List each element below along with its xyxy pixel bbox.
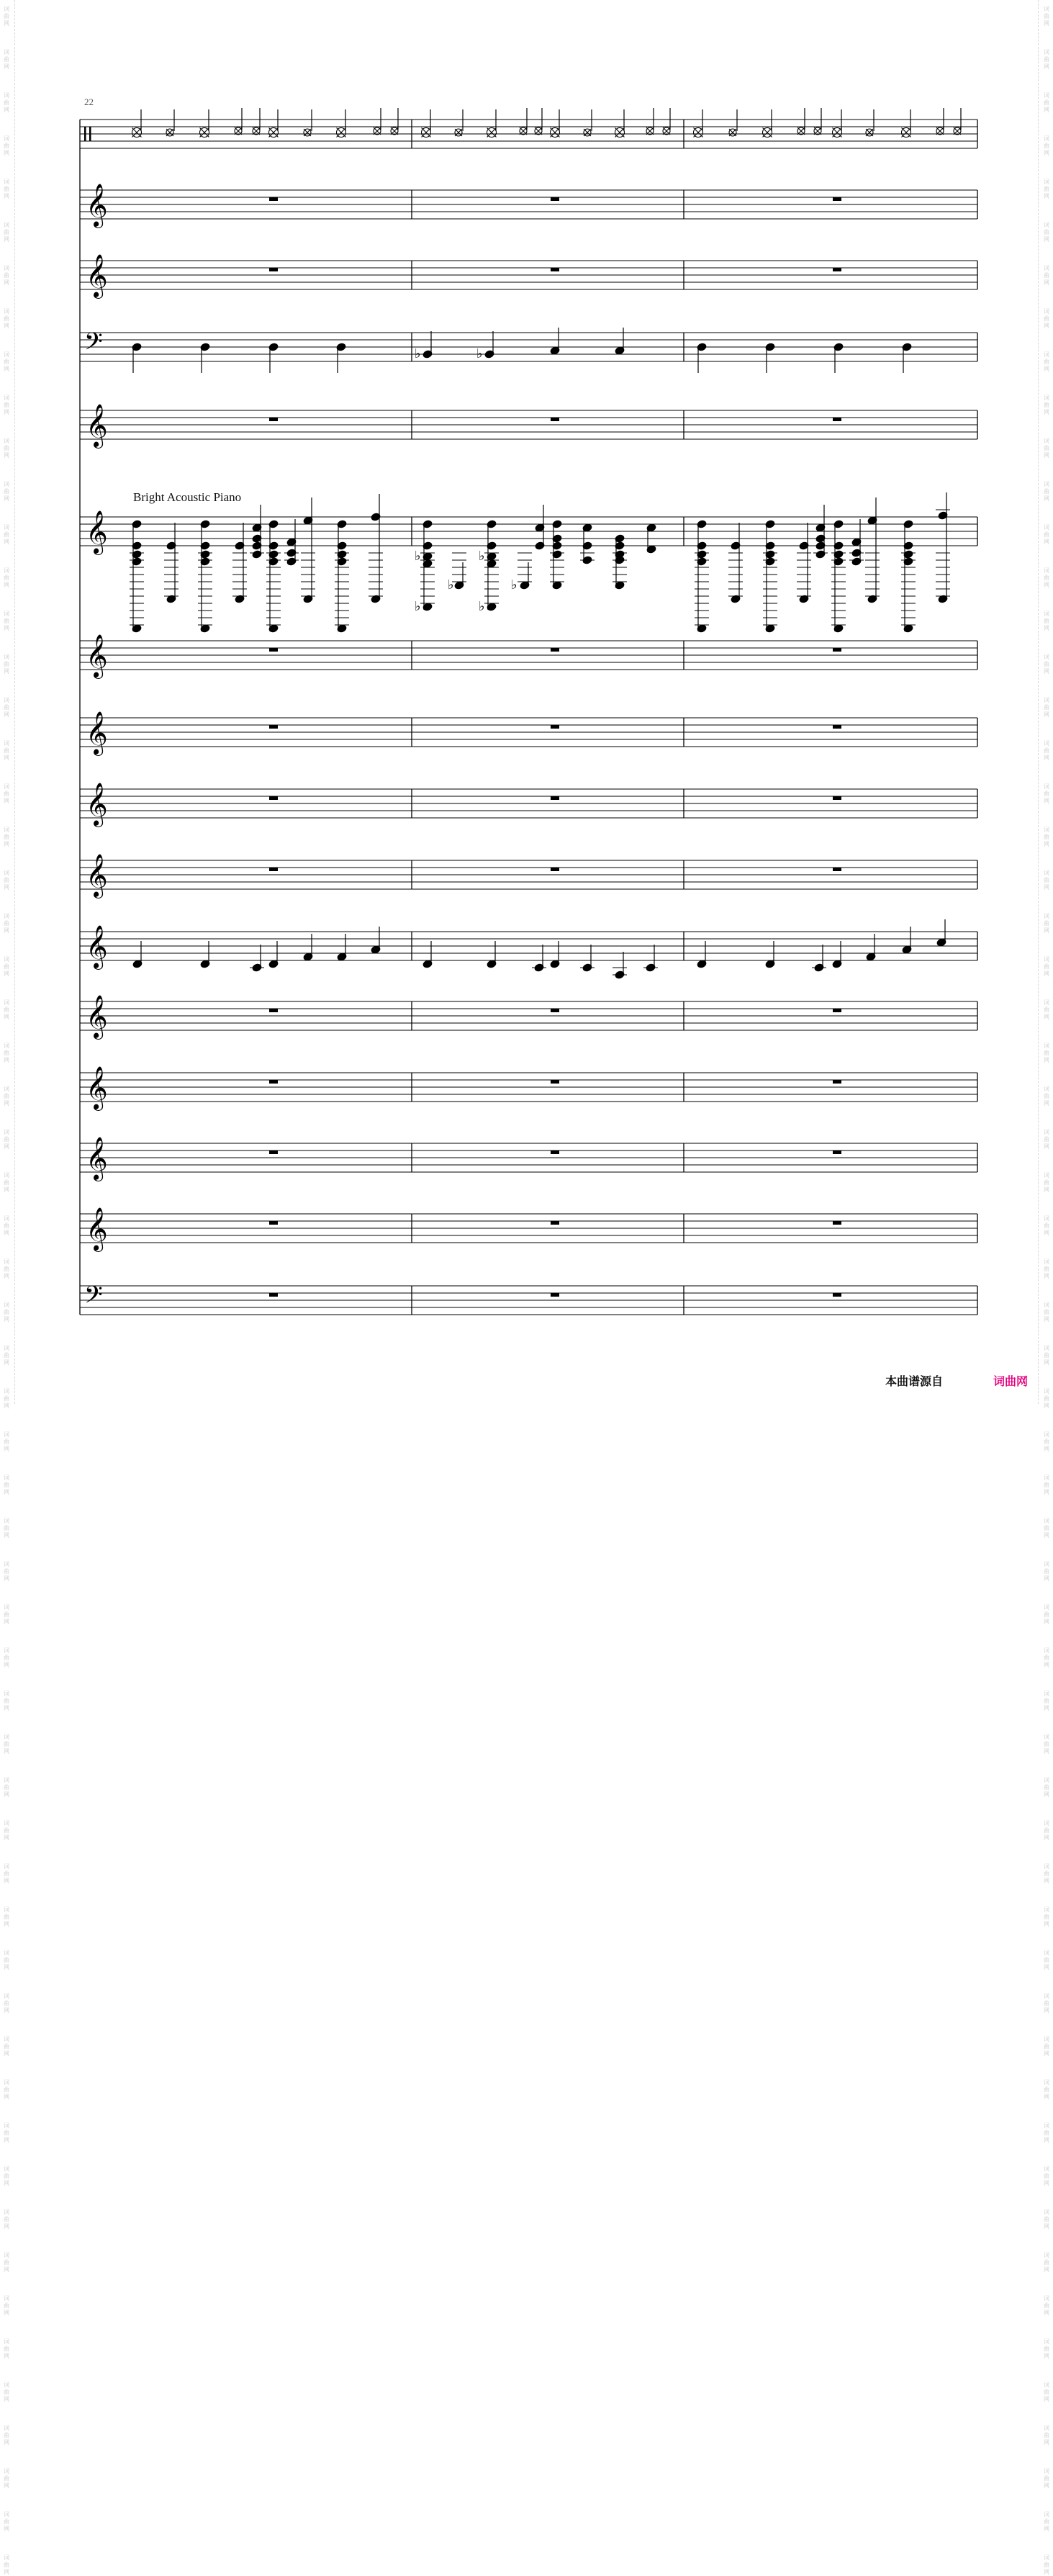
whole-rest	[551, 1080, 559, 1084]
percussion-clef-icon	[89, 127, 91, 141]
whole-rest	[833, 1080, 841, 1084]
treble-clef-icon: 𝄞	[86, 854, 108, 897]
whole-rest	[269, 1221, 278, 1225]
whole-rest	[833, 197, 841, 201]
right-watermark-strip: 词 曲 网 词 曲 网 词 曲 网 词 曲 网 词 曲 网 词 曲 网 词 曲 网 词 曲 网 词 曲 网 词 曲 网 词 曲 网 词 曲 网 词 曲 网 词 曲 网 词 曲 网 词 曲 网 词 曲 网 词 曲 网 词 曲 网 词 曲 网 词 曲 网 词 曲 网 词 曲 网 词 曲 网 词 曲 网 词 曲 网 词 曲 网 词 曲 网 词 曲 网 词 曲 网 词 曲 网 词 曲 网 词 曲 网 词 曲 网 词 曲 网 词 曲 网 词 曲 网 词 曲 网 词 曲 网 词 曲 网 词 曲 网 词 曲 网 词 曲 网 词 曲 网 词 曲 网 词 曲 网 词 曲 网 词 曲 网 词 曲 网 词 曲 网 词 曲 网 词 曲 网 词 曲 网 词 曲 网 词 曲 网 词 曲 网 词 曲 网 词 曲 网 词 曲 网 词 曲 网	[1044, 6, 1049, 2575]
whole-rest	[269, 796, 278, 800]
whole-rest	[269, 197, 278, 201]
whole-rest	[551, 796, 559, 800]
whole-rest	[551, 1293, 559, 1297]
whole-rest	[833, 1221, 841, 1225]
flat-accidental: ♭	[479, 599, 485, 614]
treble-clef-icon: 𝄞	[86, 254, 108, 297]
whole-rest	[551, 648, 559, 652]
whole-rest	[551, 418, 559, 421]
whole-rest	[833, 648, 841, 652]
treble-clef-icon: 𝄞	[86, 510, 108, 554]
whole-rest	[833, 1009, 841, 1012]
treble-clef-icon: 𝄞	[86, 404, 108, 447]
treble-clef-icon: 𝄞	[86, 634, 108, 677]
treble-clef-icon: 𝄞	[86, 995, 108, 1038]
whole-rest	[833, 1293, 841, 1297]
whole-rest	[269, 868, 278, 871]
whole-rest	[269, 1293, 278, 1297]
whole-rest	[551, 1150, 559, 1154]
whole-rest	[833, 268, 841, 271]
whole-rest	[269, 725, 278, 729]
whole-rest	[833, 725, 841, 729]
whole-rest	[551, 197, 559, 201]
treble-clef-icon: 𝄞	[86, 783, 108, 826]
whole-rest	[551, 1221, 559, 1225]
whole-rest	[551, 725, 559, 729]
flat-accidental: ♭	[448, 577, 454, 593]
bass-clef-icon: 𝄢	[84, 328, 103, 361]
flat-accidental: ♭	[476, 346, 483, 361]
whole-rest	[269, 1150, 278, 1154]
treble-clef-icon: 𝄞	[86, 1137, 108, 1180]
whole-rest	[269, 268, 278, 271]
whole-rest	[551, 868, 559, 871]
whole-rest	[833, 796, 841, 800]
footer-source-text: 本曲谱源自	[885, 1374, 944, 1388]
whole-rest	[269, 1080, 278, 1084]
bass-clef-icon: 𝄢	[84, 1282, 103, 1315]
whole-rest	[551, 268, 559, 271]
flat-accidental: ♭	[415, 549, 421, 564]
site-logo[interactable]: 词曲网	[993, 1374, 1029, 1388]
flat-accidental: ♭	[511, 577, 518, 593]
whole-rest	[269, 418, 278, 421]
treble-clef-icon: 𝄞	[86, 1207, 108, 1251]
treble-clef-icon: 𝄞	[86, 184, 108, 227]
left-watermark-strip: 词 曲 网 词 曲 网 词 曲 网 词 曲 网 词 曲 网 词 曲 网 词 曲 网 词 曲 网 词 曲 网 词 曲 网 词 曲 网 词 曲 网 词 曲 网 词 曲 网 词 曲 网 词 曲 网 词 曲 网 词 曲 网 词 曲 网 词 曲 网 词 曲 网 词 曲 网 词 曲 网 词 曲 网 词 曲 网 词 曲 网 词 曲 网 词 曲 网 词 曲 网 词 曲 网 词 曲 网 词 曲 网 词 曲 网 词 曲 网 词 曲 网 词 曲 网 词 曲 网 词 曲 网 词 曲 网 词 曲 网 词 曲 网 词 曲 网 词 曲 网 词 曲 网 词 曲 网 词 曲 网 词 曲 网 词 曲 网 词 曲 网 词 曲 网 词 曲 网 词 曲 网 词 曲 网 词 曲 网 词 曲 网 词 曲 网 词 曲 网 词 曲 网 词 曲 网 词 曲 网	[4, 6, 9, 2575]
whole-rest	[833, 868, 841, 871]
flat-accidental: ♭	[415, 346, 421, 361]
flat-accidental: ♭	[479, 549, 485, 564]
whole-rest	[551, 1009, 559, 1012]
instrument-label: Bright Acoustic Piano	[133, 490, 242, 504]
percussion-clef-icon	[84, 127, 86, 141]
treble-clef-icon: 𝄞	[86, 711, 108, 755]
treble-clef-icon: 𝄞	[86, 925, 108, 968]
whole-rest	[269, 1009, 278, 1012]
whole-rest	[269, 648, 278, 652]
whole-rest	[833, 1150, 841, 1154]
flat-accidental: ♭	[415, 599, 421, 614]
treble-clef-icon: 𝄞	[86, 1066, 108, 1109]
measure-number: 22	[84, 96, 94, 107]
whole-rest	[833, 418, 841, 421]
